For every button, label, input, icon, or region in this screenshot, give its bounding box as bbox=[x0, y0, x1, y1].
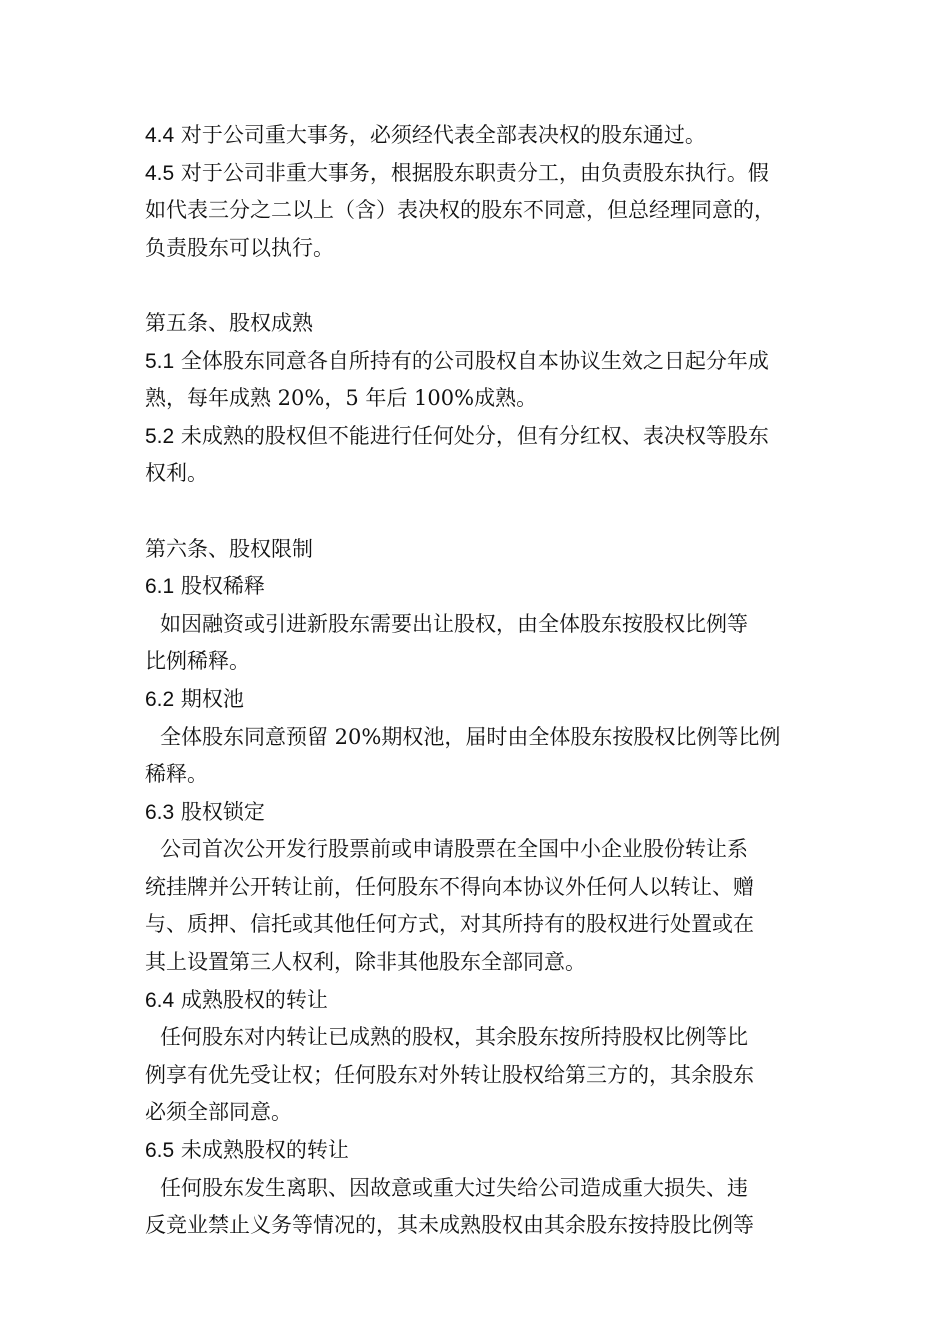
clause-number: 5.2 bbox=[145, 424, 175, 448]
clause-number: 4.5 bbox=[145, 161, 175, 185]
text-line bbox=[145, 719, 825, 757]
line-text: 与、质押、信托或其他任何方式，对其所持有的股权进行处置或在 bbox=[145, 912, 754, 937]
text-line bbox=[145, 681, 825, 719]
text-line bbox=[145, 1019, 825, 1057]
text-line bbox=[145, 756, 825, 794]
line-text: 第六条、股权限制 bbox=[145, 536, 313, 561]
blank-line bbox=[145, 493, 825, 531]
line-text: 对于公司非重大事务，根据股东职责分工，由负责股东执行。假 bbox=[180, 160, 769, 185]
clause-number: 4.4 bbox=[145, 124, 175, 147]
text-line bbox=[145, 831, 825, 869]
line-text: 如因融资或引进新股东需要出让股权，由全体股东按股权比例等 bbox=[160, 611, 748, 636]
line-text: 熟，每年成熟 20%，5 年后 100%成熟。 bbox=[145, 386, 538, 411]
clause-number: 6.1 bbox=[145, 575, 175, 599]
clause-number: 6.3 bbox=[145, 800, 175, 824]
text-line bbox=[145, 606, 825, 644]
text-line bbox=[145, 418, 825, 456]
line-text: 股权锁定 bbox=[180, 799, 265, 824]
line-text: 例享有优先受让权；任何股东对外转让股权给第三方的，其余股东 bbox=[145, 1062, 754, 1087]
text-line bbox=[145, 1207, 825, 1245]
text-line bbox=[145, 531, 825, 569]
line-text: 对于公司重大事务，必须经代表全部表决权的股东通过。 bbox=[180, 123, 706, 147]
text-line bbox=[145, 230, 825, 268]
line-text: 任何股东发生离职、因故意或重大过失给公司造成重大损失、违 bbox=[160, 1175, 748, 1200]
text-line bbox=[145, 1170, 825, 1208]
line-text: 负责股东可以执行。 bbox=[145, 235, 334, 260]
line-text: 全体股东同意预留 20%期权池，届时由全体股东按股权比例等比例 bbox=[160, 724, 781, 749]
text-line bbox=[145, 906, 825, 944]
clause-number: 5.1 bbox=[145, 349, 175, 373]
text-line bbox=[145, 1132, 825, 1170]
line-text: 如代表三分之二以上（含）表决权的股东不同意，但总经理同意的， bbox=[145, 198, 775, 223]
line-text: 必须全部同意。 bbox=[145, 1100, 292, 1125]
line-text: 比例稀释。 bbox=[145, 649, 250, 674]
text-line bbox=[145, 117, 825, 155]
line-text: 任何股东对内转让已成熟的股权，其余股东按所持股权比例等比 bbox=[160, 1025, 748, 1050]
clause-number: 6.4 bbox=[145, 988, 175, 1012]
text-line bbox=[145, 380, 825, 418]
text-line bbox=[145, 455, 825, 493]
text-line bbox=[145, 1057, 825, 1095]
line-text: 统挂牌并公开转让前，任何股东不得向本协议外任何人以转让、赠 bbox=[145, 874, 754, 899]
line-text: 稀释。 bbox=[145, 762, 208, 787]
text-line bbox=[145, 192, 825, 230]
line-text: 全体股东同意各自所持有的公司股权自本协议生效之日起分年成 bbox=[180, 348, 769, 373]
line-text: 未成熟的股权但不能进行任何处分，但有分红权、表决权等股东 bbox=[180, 423, 769, 448]
blank-line bbox=[145, 267, 825, 305]
line-text: 权利。 bbox=[145, 461, 208, 486]
text-line bbox=[145, 869, 825, 907]
clause-number: 6.2 bbox=[145, 687, 175, 711]
text-line bbox=[145, 305, 825, 343]
line-text: 反竞业禁止义务等情况的，其未成熟股权由其余股东按持股比例等 bbox=[145, 1213, 754, 1238]
text-line bbox=[145, 944, 825, 982]
text-line bbox=[145, 568, 825, 606]
document-page bbox=[145, 117, 825, 1245]
text-line bbox=[145, 155, 825, 193]
line-text: 未成熟股权的转让 bbox=[180, 1138, 349, 1163]
text-line bbox=[145, 343, 825, 381]
line-text: 成熟股权的转让 bbox=[180, 987, 328, 1012]
clause-number: 6.5 bbox=[145, 1139, 175, 1163]
text-line bbox=[145, 1094, 825, 1132]
text-line bbox=[145, 643, 825, 681]
line-text: 其上设置第三人权利，除非其他股东全部同意。 bbox=[145, 950, 586, 975]
line-text: 期权池 bbox=[180, 686, 244, 711]
line-text: 公司首次公开发行股票前或申请股票在全国中小企业股份转让系 bbox=[160, 837, 748, 862]
line-text: 第五条、股权成熟 bbox=[145, 310, 313, 335]
text-line bbox=[145, 982, 825, 1020]
text-line bbox=[145, 794, 825, 832]
line-text: 股权稀释 bbox=[180, 574, 265, 599]
